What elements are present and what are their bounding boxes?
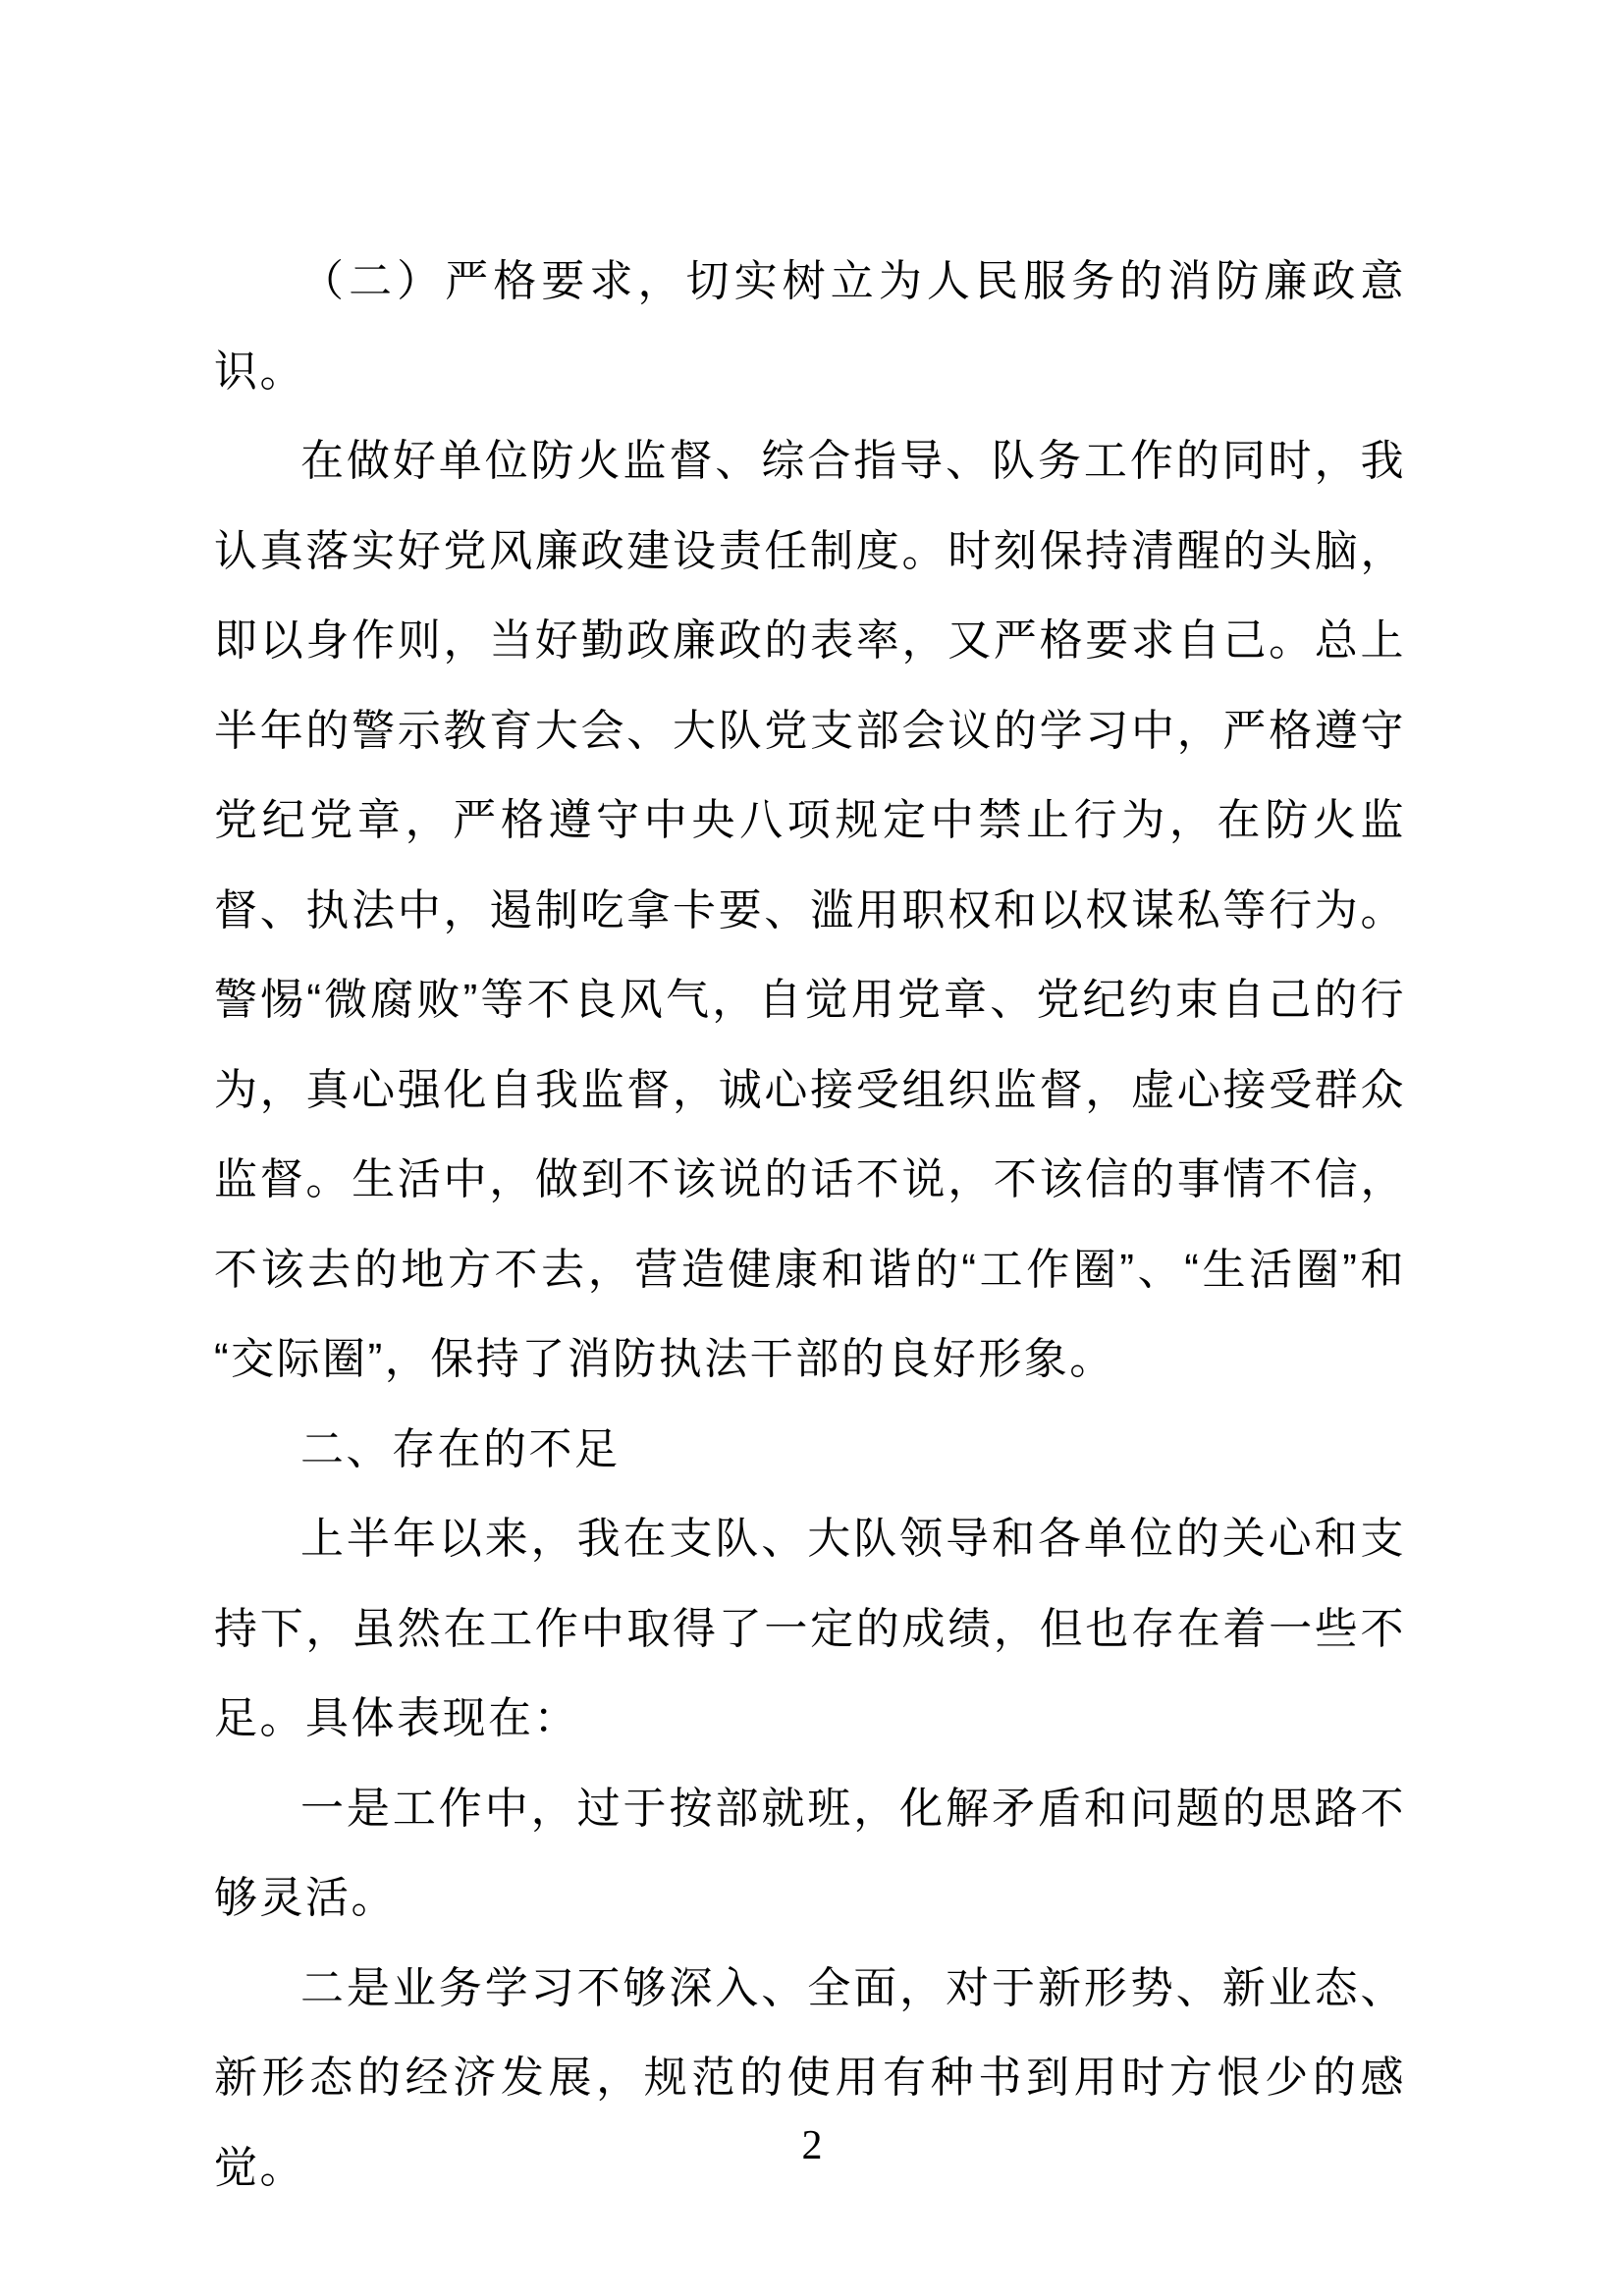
section-heading-shortcomings: 二、存在的不足 — [300, 1424, 621, 1473]
section-subheading-2: （二）严格要求，切实树立为人民服务的消防廉政意识。 — [214, 257, 1406, 396]
page-footer — [0, 2118, 1624, 2173]
paragraph-integrity-awareness: 在做好单位防火监督、综合指导、队务工作的同时，我认真落实好党风廉政建设责任制度。时刻保持清醒的头脑，即以身作则，当好勤政廉政的表率，又严格要求自己。总上半年的警示教育大会、大队党支部会议的学习中，严格遵守党纪党章，严格遵守中央八项规定中禁止行为，在防火监督、执法中，遏制吃拿卡要、滥用职权和以权谋私等行为。警惕“微腐败”等不良风气，自觉用党章、党纪约束自己的行为，真心强化自我监督，诚心接受组织监督，虚心接受群众监督。生活中，做到不该说的话不说，不该信的事情不信，不该去的地方不去，营造健康和谐的“工作圈”、“生活圈”和“交际圈”，保持了消防执法干部的良好形象。 — [214, 437, 1406, 1383]
page-number: 2 — [801, 2123, 823, 2168]
paragraph-shortcoming-two: 二是业务学习不够深入、全面，对于新形势、新业态、新形态的经济发展，规范的使用有种书到用时方恨少的感觉。 — [214, 1963, 1406, 2192]
paragraph-shortcoming-one: 一是工作中，过于按部就班，化解矛盾和问题的思路不够灵活。 — [214, 1784, 1406, 1922]
paragraph-shortcomings-intro: 上半年以来，我在支队、大队领导和各单位的关心和支持下，虽然在工作中取得了一定的成绩，但也存在着一些不足。具体表现在： — [214, 1515, 1406, 1742]
document-body — [214, 237, 1406, 2213]
